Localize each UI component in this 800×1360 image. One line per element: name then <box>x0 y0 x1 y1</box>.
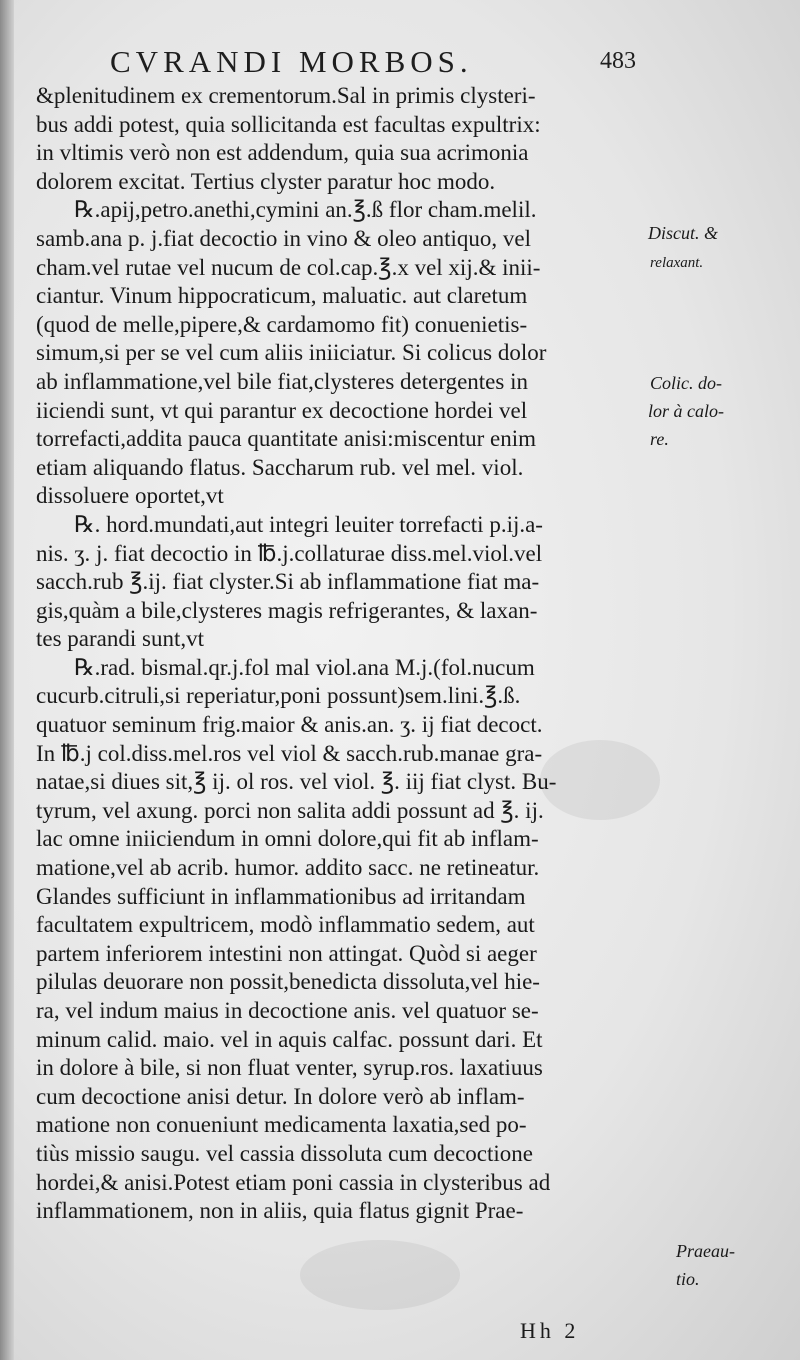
text-line: partem inferiorem intestini non attingat. Quòd si aeger <box>36 940 537 966</box>
text-line: ab inflammatione,vel bile fiat,clysteres detergentes in <box>36 368 528 394</box>
text-line: ℞.apij,petro.anethi,cymini an.℥.ß flor cham.melil. <box>74 197 537 223</box>
text-line: minum calid. maio. vel in aquis calfac. possunt dari. Et <box>36 1026 543 1052</box>
margin-note: Discut. & <box>648 223 718 243</box>
margin-note: relaxant. <box>650 255 704 271</box>
margin-note: re. <box>650 429 669 449</box>
margin-note: Colic. do- <box>650 373 722 393</box>
margin-note: lor à calo- <box>648 401 724 421</box>
text-line: hordei,& anisi.Potest etiam poni cassia in clysteribus ad <box>36 1169 551 1195</box>
text-line: etiam aliquando flatus. Saccharum rub. vel mel. viol. <box>36 454 524 480</box>
paper-stain <box>300 1240 460 1310</box>
text-line: Glandes sufficiunt in inflammationibus ad irritandam <box>36 883 526 909</box>
text-line: ℞. hord.mundati,aut integri leuiter torrefacti p.ij.a- <box>74 511 543 537</box>
text-line: nis. ʒ. j. fiat decoctio in ℔.j.collaturae diss.mel.viol.vel <box>36 540 543 566</box>
text-line: facultatem expultricem, modò inflammatio sedem, aut <box>36 912 535 938</box>
running-head: CVRANDI MORBOS. <box>110 44 473 79</box>
text-line: cucurb.citruli,si reperiatur,poni possunt)sem.lini.℥.ß. <box>36 683 521 709</box>
text-line: matione,vel ab acrib. humor. addito sacc. ne retineatur. <box>36 855 540 881</box>
text-line: simum,si per se vel cum aliis iniiciatur. Si colicus dolor <box>36 340 547 366</box>
text-line: in vltimis verò non est addendum, quia sua acrimonia <box>36 140 529 166</box>
text-line: ciantur. Vinum hippocraticum, maluatic. aut claretum <box>36 283 528 309</box>
text-line: ℞.rad. bismal.qr.j.fol mal viol.ana M.j.(fol.nucum <box>74 654 535 680</box>
margin-note: Praeau- <box>676 1241 735 1261</box>
text-line: samb.ana p. j.fiat decoctio in vino & oleo antiquo, vel <box>36 225 532 251</box>
signature-mark: Hh 2 <box>520 1318 580 1343</box>
text-line: cham.vel rutae vel nucum de col.cap.℥.x vel xij.& inii- <box>36 254 541 280</box>
page-header <box>110 44 650 84</box>
text-line: lac omne iniiciendum in omni dolore,qui fit ab inflam- <box>36 826 539 852</box>
text-line: matione non conueniunt medicamenta laxatia,sed po- <box>36 1112 527 1138</box>
text-line: (quod de melle,pipere,& cardamomo fit) conuenietis- <box>36 311 528 337</box>
text-line: tiùs missio saugu. vel cassia dissoluta cum decoctione <box>36 1140 533 1166</box>
text-line: In ℔.j col.diss.mel.ros vel viol & sacch.rub.manae gra- <box>36 740 543 766</box>
text-line: quatuor seminum frig.maior & anis.an. ʒ. ij fiat decoct. <box>36 712 543 738</box>
margin-note: tio. <box>676 1269 700 1289</box>
text-line: bus addi potest, quia sollicitanda est facultas expultrix: <box>36 111 541 137</box>
text-line: dissoluere oportet,vt <box>36 483 224 509</box>
text-line: &plenitudinem ex crementorum.Sal in primis clysteri- <box>36 83 536 108</box>
body-text <box>36 82 670 1226</box>
text-line: cum decoctione anisi detur. In dolore verò ab inflam- <box>36 1083 525 1109</box>
text-line: ra, vel indum maius in decoctione anis. vel quatuor se- <box>36 998 539 1023</box>
text-line: dolorem excitat. Tertius clyster paratur hoc modo. <box>36 168 496 194</box>
text-line: inflammationem, non in aliis, quia flatus gignit Prae- <box>36 1198 524 1224</box>
text-line: sacch.rub ℥.ij. fiat clyster.Si ab inflammatione fiat ma- <box>36 569 540 595</box>
text-line: iiciendi sunt, vt qui parantur ex decoctione hordei vel <box>36 397 528 423</box>
text-line: gis,quàm a bile,clysteres magis refrigerantes, & laxan- <box>36 597 538 623</box>
text-line: natae,si diues sit,℥ ij. ol ros. vel viol. ℥. iij fiat clyst. Bu- <box>36 769 557 795</box>
text-line: tyrum, vel axung. porci non salita addi possunt ad ℥. ij. <box>36 797 544 823</box>
text-line: in dolore à bile, si non fluat venter, syrup.ros. laxatiuus <box>36 1055 543 1081</box>
text-line: tes parandi sunt,vt <box>36 626 204 652</box>
page-gutter-shadow <box>0 0 14 1360</box>
text-line: torrefacti,addita pauca quantitate anisi:miscentur enim <box>36 426 537 452</box>
text-line: pilulas deuorare non possit,benedicta dissoluta,vel hie- <box>36 969 540 995</box>
page-number: 483 <box>600 48 636 74</box>
